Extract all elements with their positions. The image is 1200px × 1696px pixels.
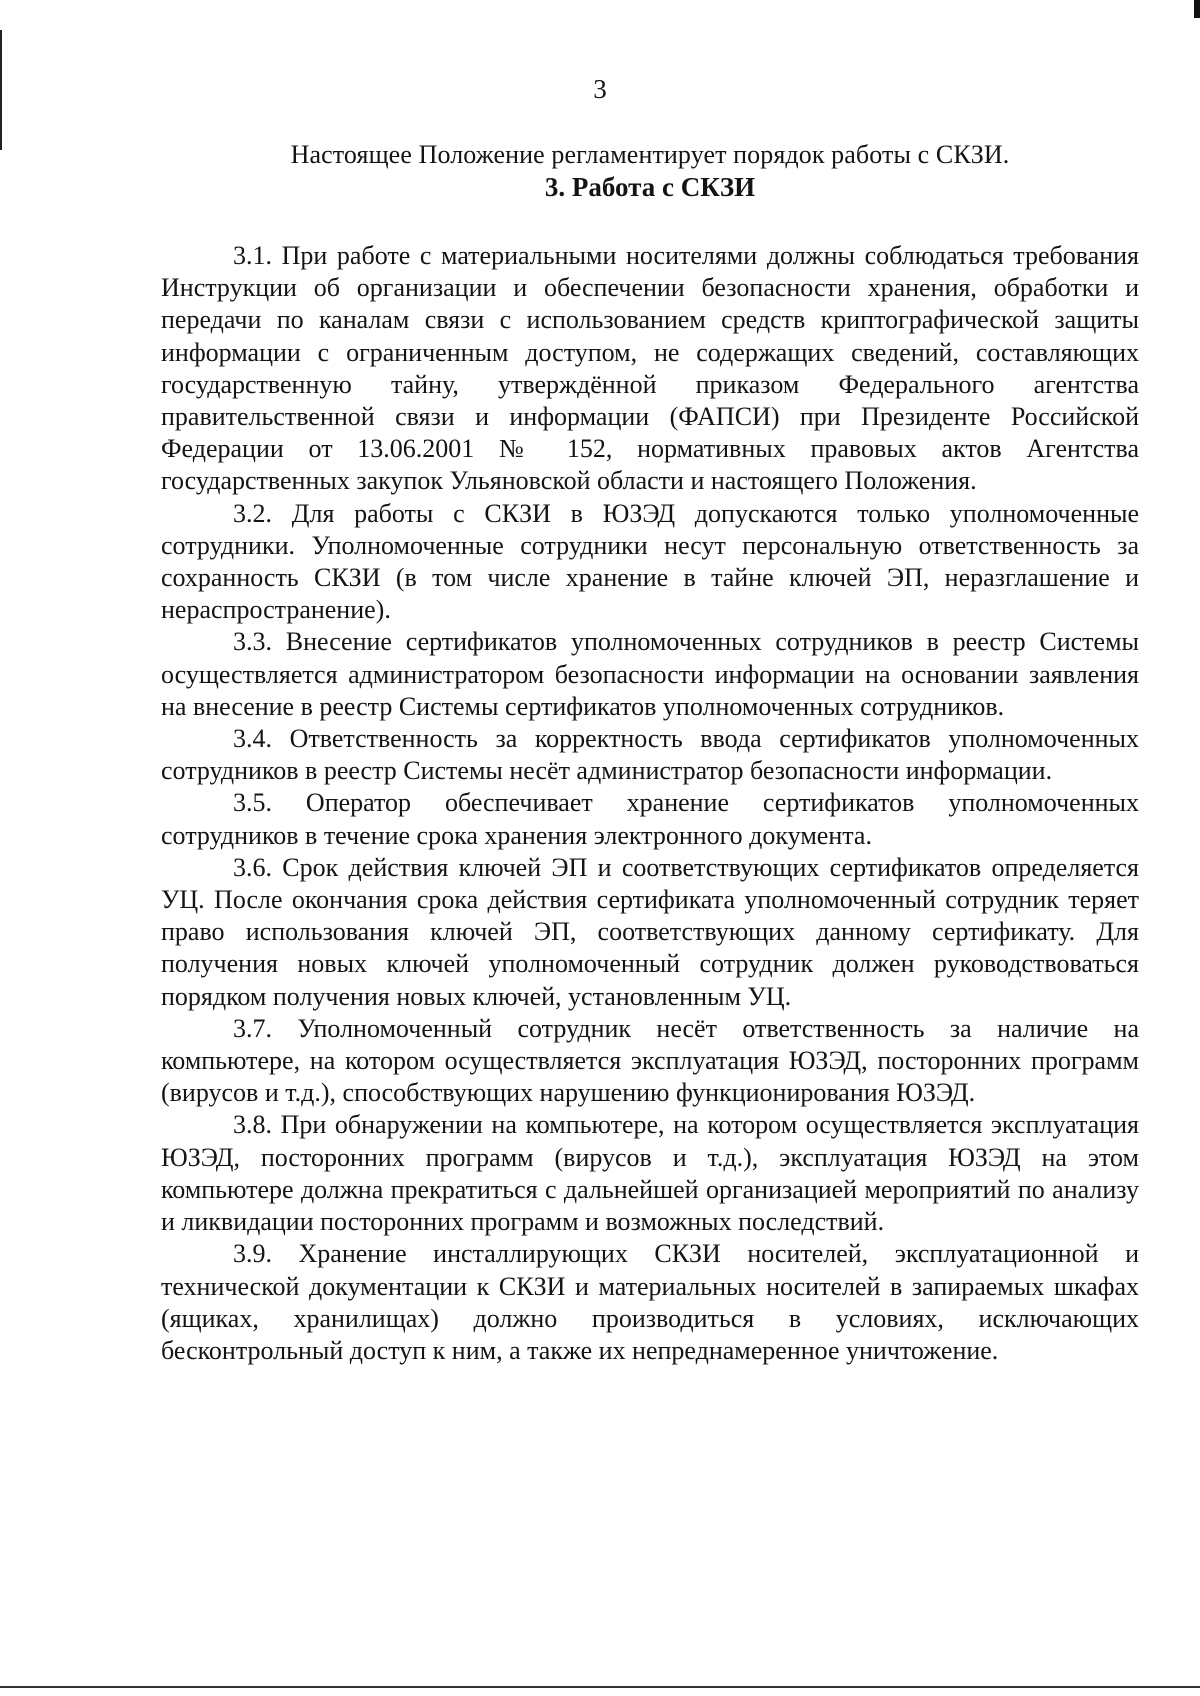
intro-sentence: Настоящее Положение регламентирует порядок работы с СКЗИ.: [290, 140, 1010, 169]
scan-bottom-line: [0, 1686, 1200, 1688]
body-text: [161, 240, 1139, 1367]
paragraph-3-3: 3.3. Внесение сертификатов уполномоченных сотрудников в реестр Системы осуществляется администратором безопасности информации на основании заявления на внесение в реестр Системы сертификатов уполномоченных сотрудников.: [161, 627, 1139, 721]
paragraph-3-4: 3.4. Ответственность за корректность ввода сертификатов уполномоченных сотрудников в реестр Системы несёт администратор безопасности информации.: [161, 724, 1139, 786]
paragraph-3-7: 3.7. Уполномоченный сотрудник несёт ответственность за наличие на компьютере, на котором осуществляется эксплуатация ЮЗЭД, посторонних программ (вирусов и т.д.), способствующих нарушению функционирования ЮЗЭД.: [161, 1013, 1139, 1108]
paragraph-3-9: 3.9. Хранение инсталлирующих СКЗИ носителей, эксплуатационной и технической документации к СКЗИ и материальных носителей в запираемых шкафах (ящиках, хранилищах) должно производиться в условиях, исключающих бесконтрольный доступ к ним, а также их непреднамеренное уничтожение.: [161, 1239, 1139, 1365]
paragraph-3-1: 3.1. При работе с материальными носителями должны соблюдаться требования Инструкции об организации и обеспечении безопасности хранения, обработки и передачи по каналам связи с использованием средств криптографической защиты информации с ограниченным доступом, не содержащих сведений, составляющих государственную тайну, утверждённой приказом Федерального агентства правительственной связи и информации (ФАПСИ) при Президенте Российской Федерации от 13.06.2001 № 152, нормативных правовых актов Агентства государственных закупок Ульяновской области и настоящего Положения.: [161, 241, 1139, 496]
paragraph-3-2: 3.2. Для работы с СКЗИ в ЮЗЭД допускаются только уполномоченные сотрудники. Уполномоченные сотрудники несут персональную ответственность за сохранность СКЗИ (в том числе хранение в тайне ключей ЭП, неразглашение и нераспространение).: [161, 498, 1139, 625]
paragraph-3-5: 3.5. Оператор обеспечивает хранение сертификатов уполномоченных сотрудников в течение срока хранения электронного документа.: [161, 788, 1139, 850]
scan-corner-mark: [1194, 0, 1200, 18]
page-number: 3: [593, 74, 607, 104]
section-title: 3. Работа с СКЗИ: [544, 172, 756, 202]
paragraph-3-8: 3.8. При обнаружении на компьютере, на котором осуществляется эксплуатация ЮЗЭД, посторонних программ (вирусов и т.д.), эксплуатация ЮЗЭД на этом компьютере должна прекратиться с дальнейшей организацией мероприятий по анализу и ликвидации посторонних программ и возможных последствий.: [161, 1110, 1139, 1237]
paragraph-3-6: 3.6. Срок действия ключей ЭП и соответствующих сертификатов определяется УЦ. После окончания срока действия сертификата уполномоченный сотрудник теряет право использования ключей ЭП, соответствующих данному сертификату. Для получения новых ключей уполномоченный сотрудник должен руководствоваться порядком получения новых ключей, установленным УЦ.: [161, 852, 1139, 1011]
